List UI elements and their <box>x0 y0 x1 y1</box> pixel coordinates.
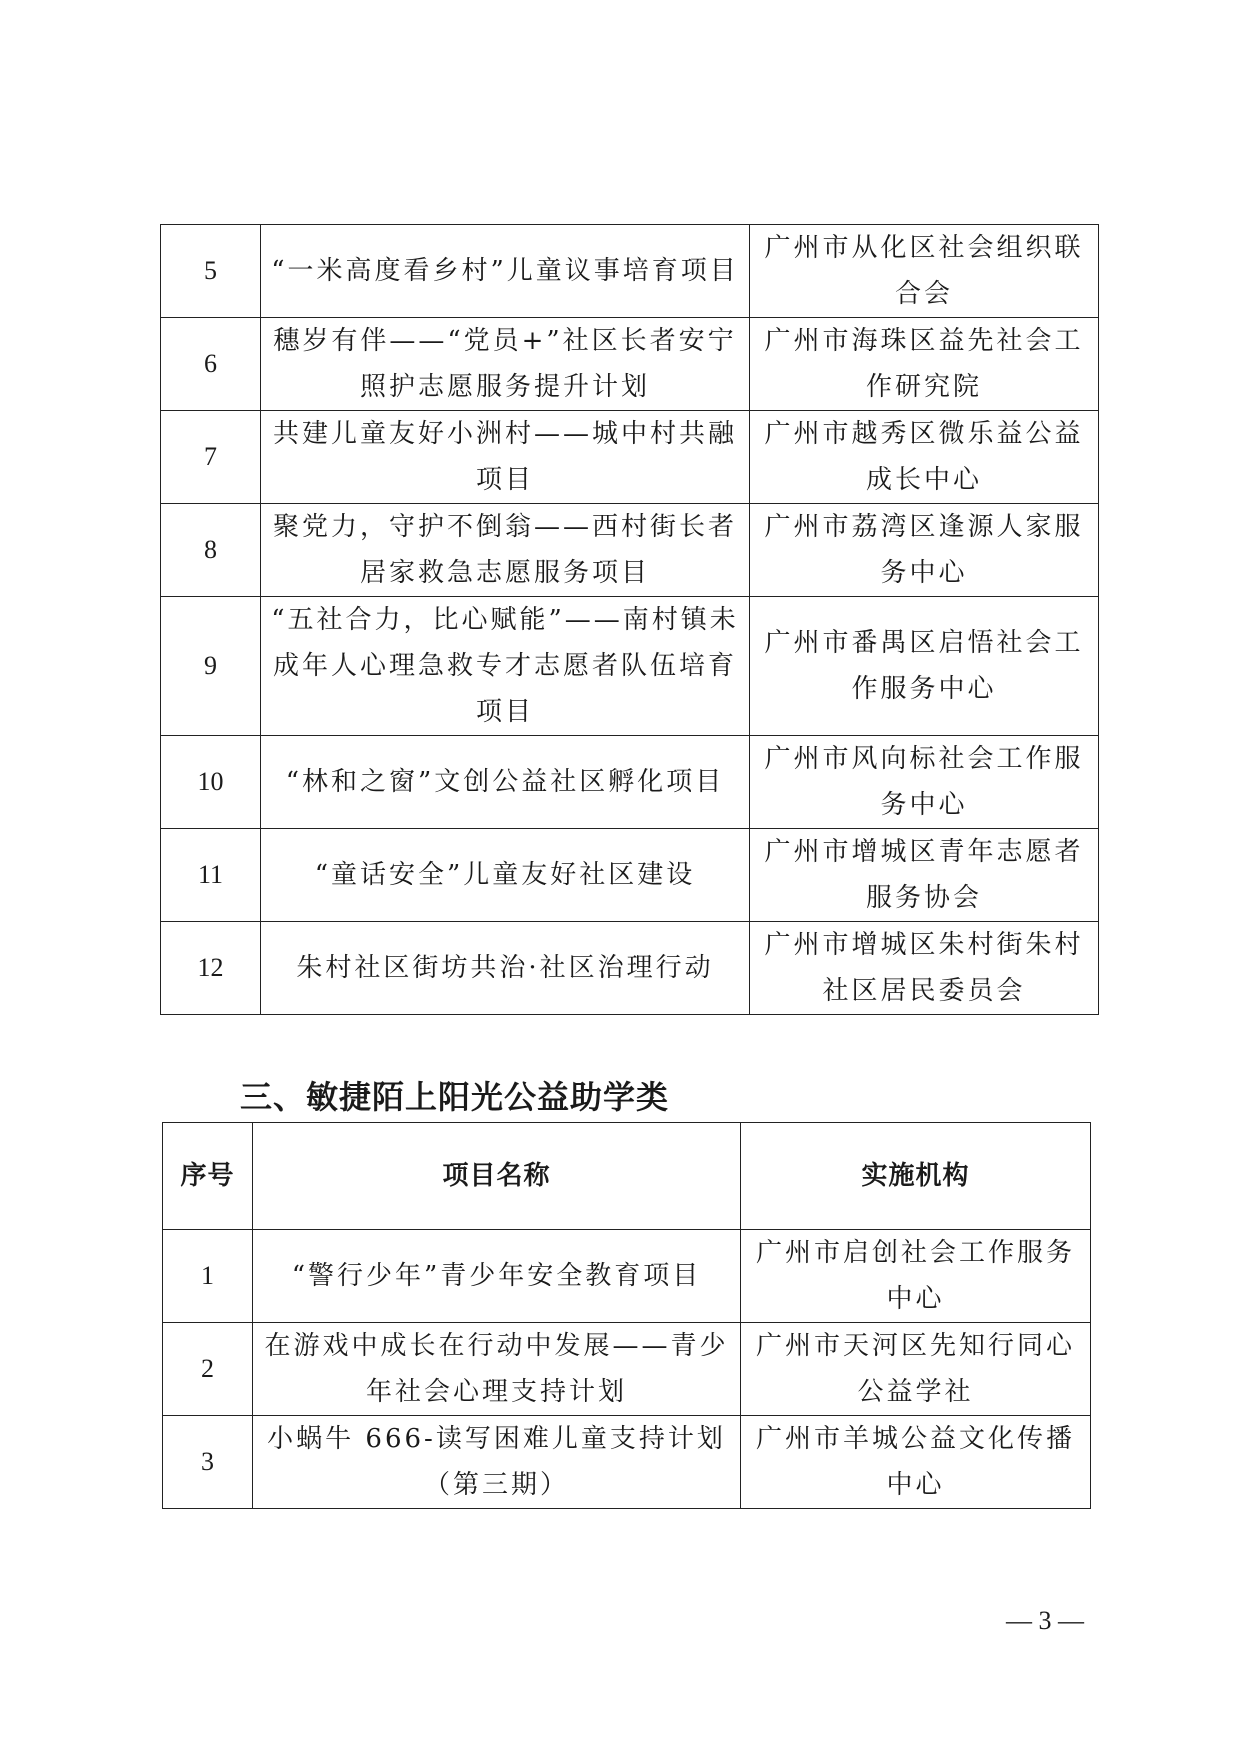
project-name: 共建儿童友好小洲村——城中村共融项目 <box>261 411 750 504</box>
organization-name: 广州市羊城公益文化传播中心 <box>741 1416 1091 1509</box>
table-row <box>161 411 1099 504</box>
organization-name: 广州市荔湾区逢源人家服务中心 <box>750 504 1099 597</box>
organization-name: 广州市番禺区启悟社会工作服务中心 <box>750 597 1099 736</box>
table-row <box>163 1230 1091 1323</box>
row-number: 3 <box>163 1416 253 1509</box>
section-heading: 三、敏捷陌上阳光公益助学类 <box>240 1078 670 1116</box>
projects-table-continued <box>160 224 1099 1015</box>
project-name: 穗岁有伴——“党员+”社区长者安宁照护志愿服务提升计划 <box>261 318 750 411</box>
projects-table-section3 <box>162 1122 1091 1509</box>
row-number: 6 <box>161 318 261 411</box>
row-number: 5 <box>161 225 261 318</box>
page-number: — 3 — <box>1006 1606 1084 1635</box>
project-name: “童话安全”儿童友好社区建设 <box>261 829 750 922</box>
row-number: 12 <box>161 922 261 1015</box>
row-number: 7 <box>161 411 261 504</box>
row-number: 1 <box>163 1230 253 1323</box>
row-number: 9 <box>161 597 261 736</box>
row-number: 2 <box>163 1323 253 1416</box>
row-number: 11 <box>161 829 261 922</box>
table-row <box>161 597 1099 736</box>
organization-name: 广州市越秀区微乐益公益成长中心 <box>750 411 1099 504</box>
header-organization: 实施机构 <box>741 1123 1091 1230</box>
row-number: 10 <box>161 736 261 829</box>
table-row <box>163 1416 1091 1509</box>
table-row <box>163 1323 1091 1416</box>
header-number: 序号 <box>163 1123 253 1230</box>
project-name: “一米高度看乡村”儿童议事培育项目 <box>261 225 750 318</box>
organization-name: 广州市启创社会工作服务中心 <box>741 1230 1091 1323</box>
organization-name: 广州市天河区先知行同心公益学社 <box>741 1323 1091 1416</box>
table-row <box>161 922 1099 1015</box>
table-header-row <box>163 1123 1091 1230</box>
organization-name: 广州市增城区朱村街朱村社区居民委员会 <box>750 922 1099 1015</box>
header-project-name: 项目名称 <box>253 1123 741 1230</box>
table-row <box>161 736 1099 829</box>
project-name: 朱村社区街坊共治·社区治理行动 <box>261 922 750 1015</box>
project-name: “五社合力，比心赋能”——南村镇未成年人心理急救专才志愿者队伍培育项目 <box>261 597 750 736</box>
organization-name: 广州市风向标社会工作服务中心 <box>750 736 1099 829</box>
table-row <box>161 318 1099 411</box>
project-name: 聚党力，守护不倒翁——西村街长者居家救急志愿服务项目 <box>261 504 750 597</box>
project-name: 小蜗牛 666-读写困难儿童支持计划（第三期） <box>253 1416 741 1509</box>
project-name: “林和之窗”文创公益社区孵化项目 <box>261 736 750 829</box>
table-row <box>161 504 1099 597</box>
organization-name: 广州市从化区社会组织联合会 <box>750 225 1099 318</box>
project-name: “警行少年”青少年安全教育项目 <box>253 1230 741 1323</box>
table-row <box>161 225 1099 318</box>
table-row <box>161 829 1099 922</box>
project-name: 在游戏中成长在行动中发展——青少年社会心理支持计划 <box>253 1323 741 1416</box>
organization-name: 广州市增城区青年志愿者服务协会 <box>750 829 1099 922</box>
organization-name: 广州市海珠区益先社会工作研究院 <box>750 318 1099 411</box>
row-number: 8 <box>161 504 261 597</box>
